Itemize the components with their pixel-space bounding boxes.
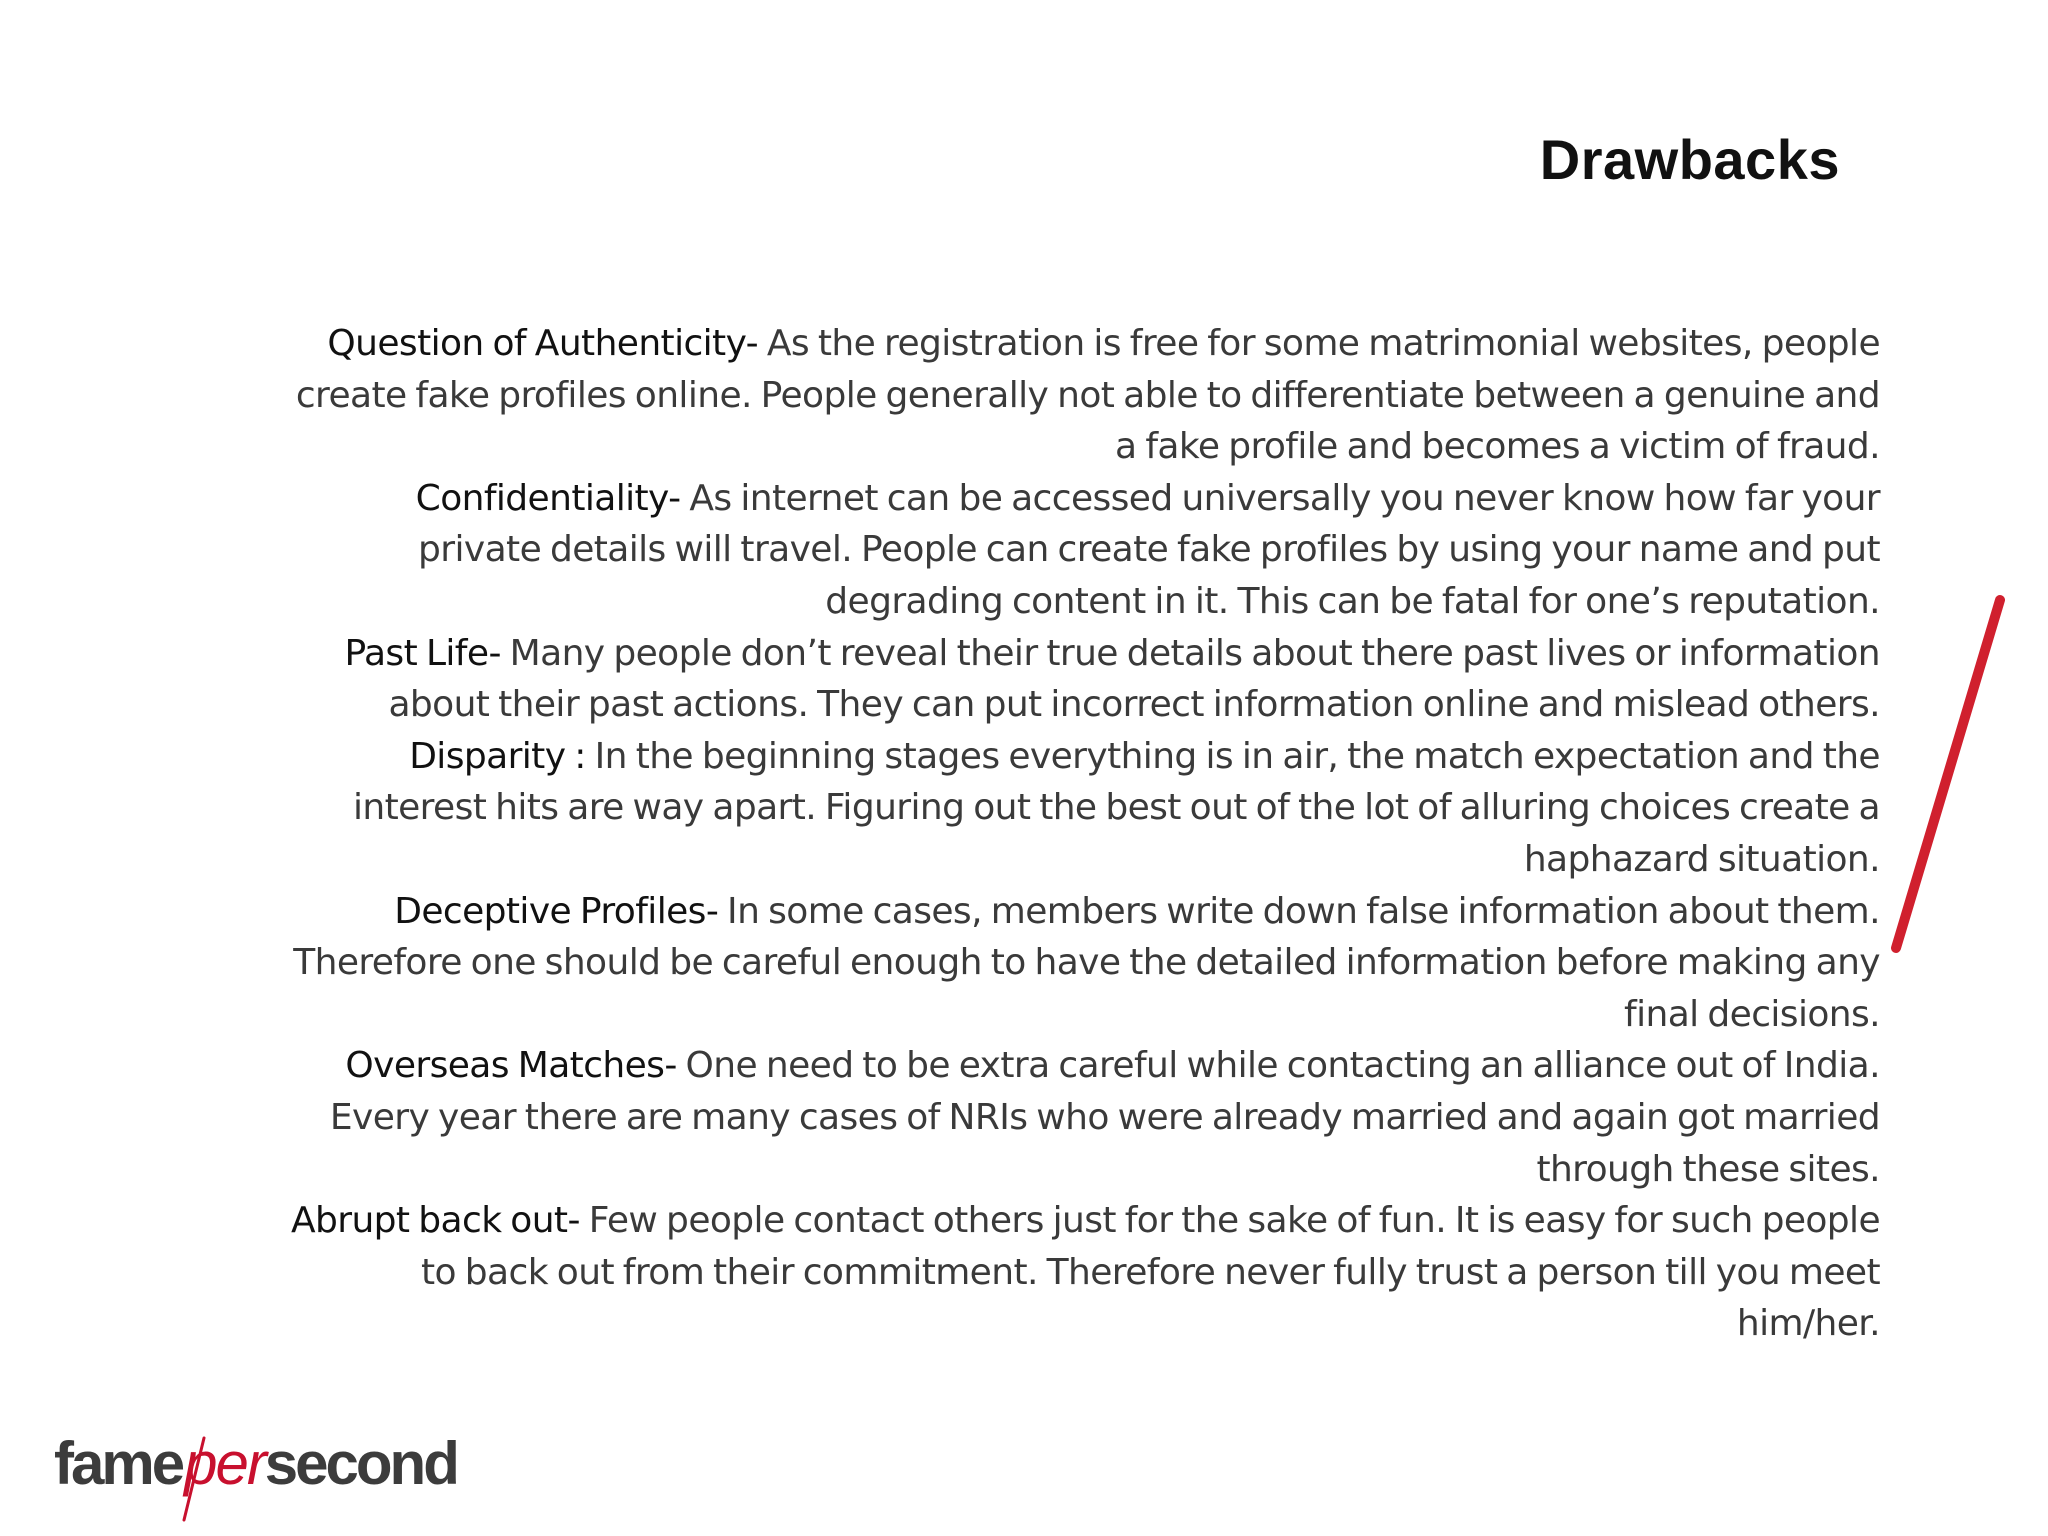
list-item bbox=[290, 1195, 1880, 1350]
fame-per-second-logo bbox=[52, 1418, 492, 1528]
item-term: Past Life bbox=[344, 632, 489, 674]
red-slash-icon bbox=[1896, 600, 2000, 948]
item-description: In some cases, members write down false information about them. Therefore one should be careful enough to have the detailed information before making any final decisions. bbox=[293, 890, 1880, 1035]
item-term: Deceptive Profiles bbox=[394, 890, 706, 932]
item-description: Many people don’t reveal their true details about there past lives or information about their past actions. They can put incorrect information online and mislead others. bbox=[388, 632, 1880, 726]
item-description: One need to be extra careful while contacting an alliance out of India. Every year there are many cases of NRIs who were already married and again got married through these sites. bbox=[329, 1045, 1880, 1190]
drawbacks-list bbox=[290, 318, 1880, 1350]
item-separator bbox=[586, 736, 595, 777]
item-separator: - bbox=[668, 477, 690, 519]
item-separator: - bbox=[664, 1045, 686, 1087]
item-description: In the beginning stages everything is in air, the match expectation and the interest hits are way apart. Figuring out the best out of the lot of alluring choices create a haphazard situation. bbox=[352, 735, 1880, 880]
item-description: As the registration is free for some matrimonial websites, people create fake profiles online. People generally not able to differentiate between a genuine and a fake profile and becomes a victim of fraud. bbox=[295, 323, 1880, 468]
list-item bbox=[290, 886, 1880, 1041]
item-separator: - bbox=[567, 1200, 589, 1242]
item-description: As internet can be accessed universally you never know how far your private details will travel. People can create fake profiles by using your name and put degrading content in it. This can be fatal for one’s reputation. bbox=[418, 477, 1880, 622]
item-term: Confidentiality bbox=[415, 477, 669, 519]
item-separator: - bbox=[705, 890, 728, 932]
list-item bbox=[290, 473, 1880, 628]
logo-text-part1: famepersecond bbox=[54, 1430, 457, 1497]
list-item bbox=[290, 318, 1880, 473]
slide-title: Drawbacks bbox=[1539, 128, 1840, 191]
list-item bbox=[290, 1040, 1880, 1195]
list-item bbox=[290, 628, 1880, 731]
item-term: Disparity : bbox=[409, 735, 586, 777]
item-separator: - bbox=[488, 632, 510, 674]
item-term: Question of Authenticity bbox=[327, 323, 746, 364]
item-separator: - bbox=[745, 323, 767, 364]
item-term: Overseas Matches bbox=[345, 1045, 665, 1087]
item-description: Few people contact others just for the sake of fun. It is easy for such people to back out from their commitment. Therefore never fully trust a person till you meet him/her. bbox=[421, 1200, 1880, 1345]
item-term: Abrupt back out bbox=[290, 1200, 568, 1242]
list-item bbox=[290, 731, 1880, 886]
